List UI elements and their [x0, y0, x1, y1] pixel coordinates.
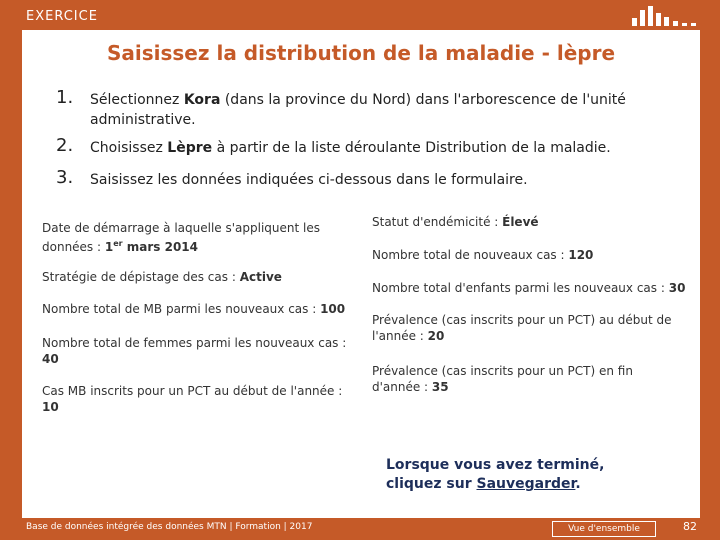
field-value: Élevé — [502, 215, 539, 229]
field-label: Nombre total de MB parmi les nouveaux cas : — [42, 302, 321, 316]
field-label: Nombre total de femmes parmi les nouveaux cas : — [42, 336, 347, 350]
finish-line-2: cliquez sur — [386, 476, 477, 492]
field-value: 120 — [568, 248, 594, 262]
field-prevalence-start — [372, 312, 692, 344]
header-label: EXERCICE — [26, 9, 98, 24]
field-endemicity-status — [372, 214, 692, 230]
slide-content — [22, 30, 700, 518]
field-prevalence-end — [372, 363, 672, 395]
finish-line-1: Lorsque vous avez terminé, — [386, 457, 605, 473]
field-label: Nombre total d'enfants parmi les nouveaux cas : — [372, 281, 669, 295]
field-total-new-cases — [372, 247, 692, 263]
step-bold: Lèpre — [167, 140, 213, 156]
field-label: Cas MB inscrits pour un PCT au début de l'année : — [42, 384, 343, 398]
field-value: 10 — [42, 400, 59, 414]
step-text: Saisissez les données indiquées ci-dessous dans le formulaire. — [90, 172, 528, 188]
step-number: 1. — [56, 87, 74, 108]
footer-caption: Base de données intégrée des données MTN | Formation | 2017 — [26, 522, 313, 532]
step-number: 2. — [56, 135, 74, 156]
step-text: à partir de la liste déroulante Distribution de la maladie. — [212, 140, 611, 156]
finish-instruction — [386, 456, 604, 494]
field-value: 35 — [431, 380, 449, 394]
overview-link[interactable]: Vue d'ensemble — [552, 521, 656, 537]
step-bold: Kora — [183, 92, 221, 108]
brand-logo — [632, 6, 702, 26]
field-label: Nombre total de nouveaux cas : — [372, 248, 569, 262]
field-value: 30 — [668, 281, 686, 295]
field-label: Stratégie de dépistage des cas : — [42, 270, 240, 284]
step-text: (dans la province du Nord) dans l'arborescence de l'unité administrative. — [90, 92, 626, 128]
field-mb-new-cases — [42, 301, 372, 317]
field-label: Statut d'endémicité : — [372, 215, 503, 229]
page-number: 82 — [683, 520, 697, 533]
field-screening-strategy — [42, 269, 362, 285]
field-children-new-cases — [372, 280, 698, 296]
field-mb-registered-start — [42, 383, 357, 415]
slide-title: Saisissez la distribution de la maladie - lèpre — [106, 41, 616, 65]
step-number: 3. — [56, 167, 74, 188]
save-link[interactable]: Sauvegarder — [476, 476, 576, 492]
finish-period: . — [575, 476, 581, 492]
step-text: Choisissez — [90, 140, 168, 156]
field-value: 100 — [320, 302, 346, 316]
field-value: 40 — [42, 352, 59, 366]
field-value: 20 — [427, 329, 445, 343]
field-value: Active — [239, 270, 282, 284]
field-label: Prévalence (cas inscrits pour un PCT) en fin d'année : — [372, 364, 633, 394]
step-text: Sélectionnez — [90, 92, 184, 108]
field-start-date — [42, 220, 342, 255]
field-label: Date de démarrage à laquelle s'appliquent les données : — [42, 221, 321, 254]
field-value: 1er mars 2014 — [104, 239, 199, 254]
field-label: Prévalence (cas inscrits pour un PCT) au début de l'année : — [372, 313, 672, 343]
field-women-new-cases — [42, 335, 362, 367]
